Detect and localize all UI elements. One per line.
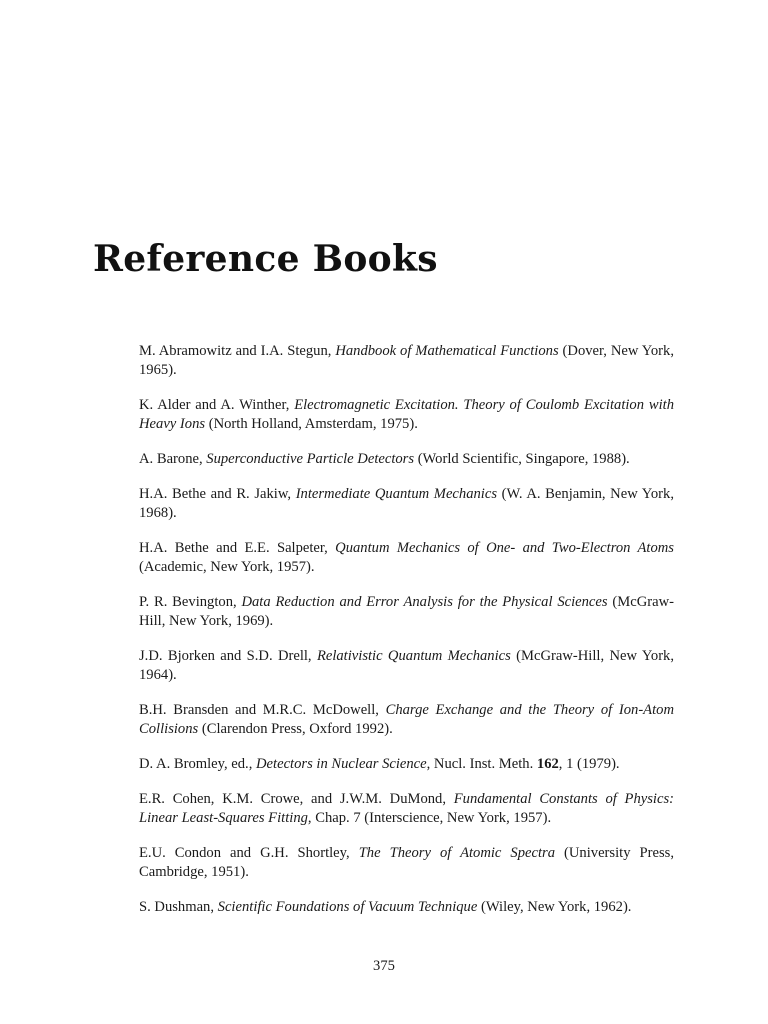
reference-authors: P. R. Bevington, <box>139 594 242 610</box>
reference-details: , Nucl. Inst. Meth. <box>426 756 537 772</box>
reference-details: (McGraw-Hill, New York, 1964). <box>139 648 675 683</box>
reference-authors: S. Dushman, <box>139 899 218 915</box>
reference-item <box>139 593 674 631</box>
reference-details: (Dover, New York, 1965). <box>139 343 674 378</box>
reference-item <box>139 701 674 739</box>
reference-item <box>139 647 674 685</box>
reference-title: Data Reduction and Error Analysis for the Physical Sciences <box>241 594 608 610</box>
page-title: Reference Books <box>93 238 438 280</box>
reference-authors: E.R. Cohen, K.M. Crowe, and J.W.M. DuMond, <box>139 791 454 807</box>
reference-item <box>139 396 674 434</box>
reference-item <box>139 844 674 882</box>
reference-details-after: , 1 (1979). <box>558 756 620 772</box>
reference-item <box>139 485 674 523</box>
reference-title: Superconductive Particle Detectors <box>206 451 415 467</box>
reference-details: (North Holland, Amsterdam, 1975). <box>205 416 418 432</box>
reference-title: Electromagnetic Excitation. Theory of Coulomb Excitation with Heavy Ions <box>139 397 674 432</box>
reference-details: (McGraw-Hill, New York, 1969). <box>139 594 674 629</box>
reference-authors: M. Abramowitz and I.A. Stegun, <box>139 343 336 359</box>
reference-details: (Wiley, New York, 1962). <box>477 899 632 915</box>
reference-details: (Academic, New York, 1957). <box>139 559 315 575</box>
reference-title: Quantum Mechanics of One- and Two-Electron Atoms <box>335 540 674 556</box>
reference-title: Charge Exchange and the Theory of Ion-Atom Collisions <box>139 702 674 737</box>
reference-details: (Clarendon Press, Oxford 1992). <box>198 721 393 737</box>
reference-item <box>139 539 674 577</box>
reference-title: Fundamental Constants of Physics: Linear Least-Squares Fitting <box>139 791 674 826</box>
reference-authors: E.U. Condon and G.H. Shortley, <box>139 845 359 861</box>
reference-authors: H.A. Bethe and R. Jakiw, <box>139 486 296 502</box>
reference-title: Detectors in Nuclear Science <box>256 756 427 772</box>
reference-details: , Chap. 7 (Interscience, New York, 1957). <box>307 810 552 826</box>
reference-volume: 162 <box>536 756 559 772</box>
reference-authors: A. Barone, <box>139 451 207 467</box>
reference-list <box>139 342 674 933</box>
reference-title: Scientific Foundations of Vacuum Technique <box>217 899 478 915</box>
reference-authors: D. A. Bromley, ed., <box>139 756 257 772</box>
reference-authors: B.H. Bransden and M.R.C. McDowell, <box>139 702 386 718</box>
reference-item <box>139 898 674 917</box>
reference-authors: K. Alder and A. Winther, <box>139 397 295 413</box>
reference-details: (University Press, Cambridge, 1951). <box>139 845 674 880</box>
reference-title: The Theory of Atomic Spectra <box>358 845 556 861</box>
reference-details: (World Scientific, Singapore, 1988). <box>414 451 630 467</box>
reference-authors: H.A. Bethe and E.E. Salpeter, <box>139 540 336 556</box>
reference-item <box>139 342 674 380</box>
reference-title: Relativistic Quantum Mechanics <box>316 648 511 664</box>
reference-title: Handbook of Mathematical Functions <box>335 343 559 359</box>
reference-item <box>139 755 674 774</box>
reference-item <box>139 790 674 828</box>
reference-authors: J.D. Bjorken and S.D. Drell, <box>139 648 317 664</box>
reference-title: Intermediate Quantum Mechanics <box>295 486 498 502</box>
page-number: 375 <box>373 958 395 974</box>
reference-item <box>139 450 674 469</box>
reference-details: (W. A. Benjamin, New York, 1968). <box>139 486 674 521</box>
